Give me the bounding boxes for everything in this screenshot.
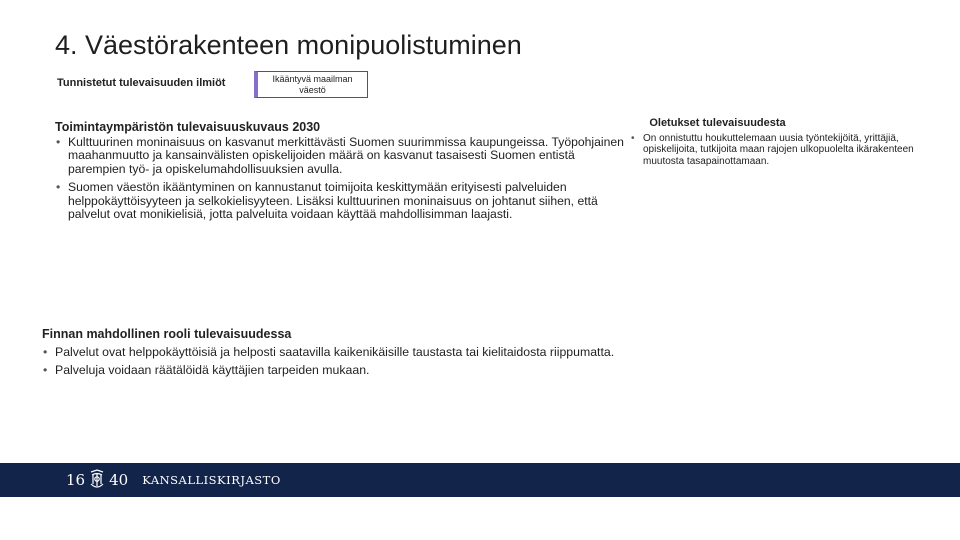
list-item: • Kulttuurinen moninaisuus on kasvanut merkittävästi Suomen suurimmissa kaupungeissa. Työpohjainen maahanmuutto ja kansainvälisten opiskelijoiden määrä on kasvanut tasaisesti Suomen entistä parempien työ- ja opiskelumahdollisuuksien avulla. bbox=[55, 136, 625, 177]
phenomenon-tag: Ikääntyvä maailman väestö bbox=[254, 71, 368, 98]
subtitle: Tunnistetut tulevaisuuden ilmiöt bbox=[57, 77, 226, 89]
scenario-list bbox=[55, 136, 625, 222]
list-item: • Palvelut ovat helppokäyttöisiä ja helposti saatavilla kaikenikäisille taustasta tai kielitaidosta riippumatta. bbox=[42, 343, 762, 361]
list-item: • Palveluja voidaan räätälöidä käyttäjien tarpeiden mukaan. bbox=[42, 361, 762, 379]
role-section bbox=[42, 325, 762, 379]
assumptions-section bbox=[630, 118, 930, 172]
footer-bar bbox=[0, 463, 960, 497]
scenario-section bbox=[55, 121, 625, 227]
assumptions-heading: Oletukset tulevaisuudesta bbox=[649, 117, 786, 129]
role-list bbox=[42, 343, 762, 379]
kansalliskirjasto-logo bbox=[66, 469, 281, 491]
logo-name: KANSALLISKIRJASTO bbox=[142, 473, 281, 487]
scenario-heading: Toimintaympäristön tulevaisuuskuvaus 2030 bbox=[55, 120, 321, 134]
assumptions-list bbox=[630, 133, 930, 168]
logo-year-left: 16 bbox=[66, 471, 86, 489]
crest-icon bbox=[87, 469, 107, 491]
slide-title: 4. Väestörakenteen monipuolistuminen bbox=[55, 30, 522, 60]
logo-year-right: 40 bbox=[109, 471, 129, 489]
list-item: • On onnistuttu houkuttelemaan uusia työntekijöitä, yrittäjiä, opiskelijoita, tutkijoita maan rajojen ulkopuolelta ikärakenteen muutosta tasapainottamaan. bbox=[630, 133, 930, 168]
list-item: • Suomen väestön ikääntyminen on kannustanut toimijoita keskittymään erityisesti palveluiden helppokäyttöisyyteen ja selkokielisyyteen. Lisäksi kulttuurinen moninaisuus on johtanut siihen, että palvelut ovat monikielisiä, jotta palveluita voidaan käyttää mahdollisimman laajasti. bbox=[55, 181, 625, 222]
role-heading: Finnan mahdollinen rooli tulevaisuudessa bbox=[42, 327, 292, 341]
